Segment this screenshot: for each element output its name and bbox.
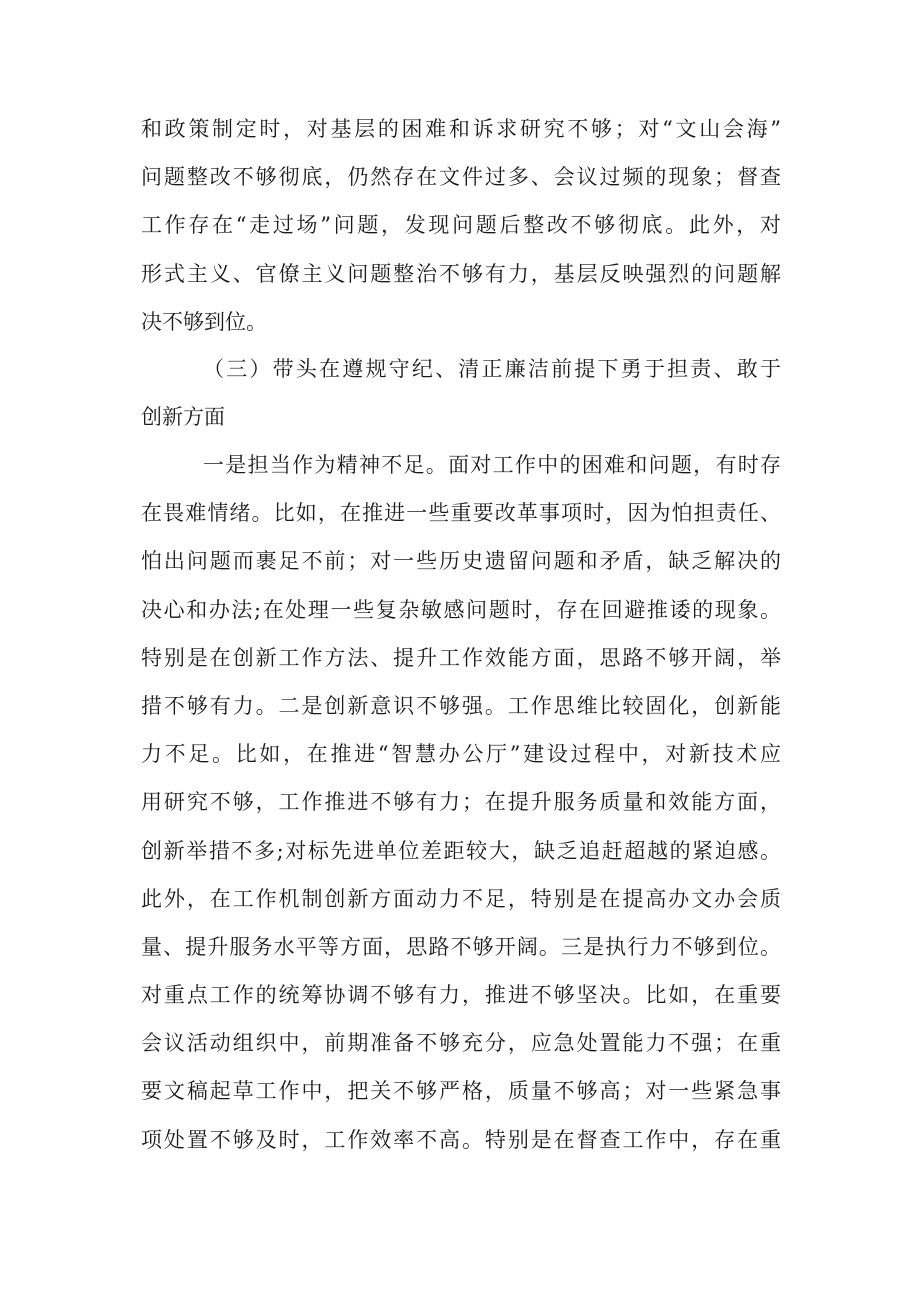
text-line: 和政策制定时，对基层的困难和诉求研究不够；对“文山会海” (141, 117, 781, 141)
text-line: 措不够有力。二是创新意识不够强。工作思维比较固化，创新能 (141, 693, 781, 718)
heading-line: 创新方面 (141, 405, 225, 430)
text-line: 决心和办法;在处理一些复杂敏感问题时，存在回避推诿的现象。 (141, 597, 781, 622)
text-line: 量、提升服务水平等方面，思路不够开阔。三是执行力不够到位。 (141, 934, 781, 959)
text-line: 创新举措不多;对标先进单位差距较大，缺乏追赶超越的紧迫感。 (141, 838, 781, 863)
text-line: 形式主义、官僚主义问题整治不够有力，基层反映强烈的问题解 (141, 261, 781, 286)
heading-line: （三）带头在遵规守纪、清正廉洁前提下勇于担责、敢于 (203, 357, 781, 381)
text-line: 工作存在“走过场”问题，发现问题后整改不够彻底。此外，对 (141, 213, 781, 238)
text-line: 会议活动组织中，前期准备不够充分，应急处置能力不强；在重 (141, 1031, 781, 1056)
text-line: 一是担当作为精神不足。面对工作中的困难和问题，有时存 (203, 453, 781, 477)
paragraph-main (141, 441, 781, 1164)
text-line: 此外，在工作机制创新方面动力不足，特别是在提高办文办会质 (141, 886, 781, 911)
text-line: 对重点工作的统筹协调不够有力，推进不够坚决。比如，在重要 (141, 983, 781, 1008)
paragraph-continuation (141, 105, 781, 346)
section-heading (141, 345, 781, 441)
text-line: 决不够到位。 (141, 309, 267, 334)
text-line: 问题整改不够彻底，仍然存在文件过多、会议过频的现象；督查 (141, 165, 781, 190)
text-line: 在畏难情绪。比如，在推进一些重要改革事项时，因为怕担责任、 (141, 501, 781, 526)
text-line: 特别是在创新工作方法、提升工作效能方面，思路不够开阔，举 (141, 645, 781, 670)
text-line: 要文稿起草工作中，把关不够严格，质量不够高；对一些紧急事 (141, 1079, 781, 1104)
text-line: 用研究不够，工作推进不够有力；在提升服务质量和效能方面， (141, 790, 781, 815)
text-line: 怕出问题而裹足不前；对一些历史遗留问题和矛盾，缺乏解决的 (141, 549, 781, 574)
text-line: 力不足。比如，在推进“智慧办公厅”建设过程中，对新技术应 (141, 742, 781, 767)
text-line: 项处置不够及时，工作效率不高。特别是在督查工作中，存在重 (141, 1127, 781, 1152)
